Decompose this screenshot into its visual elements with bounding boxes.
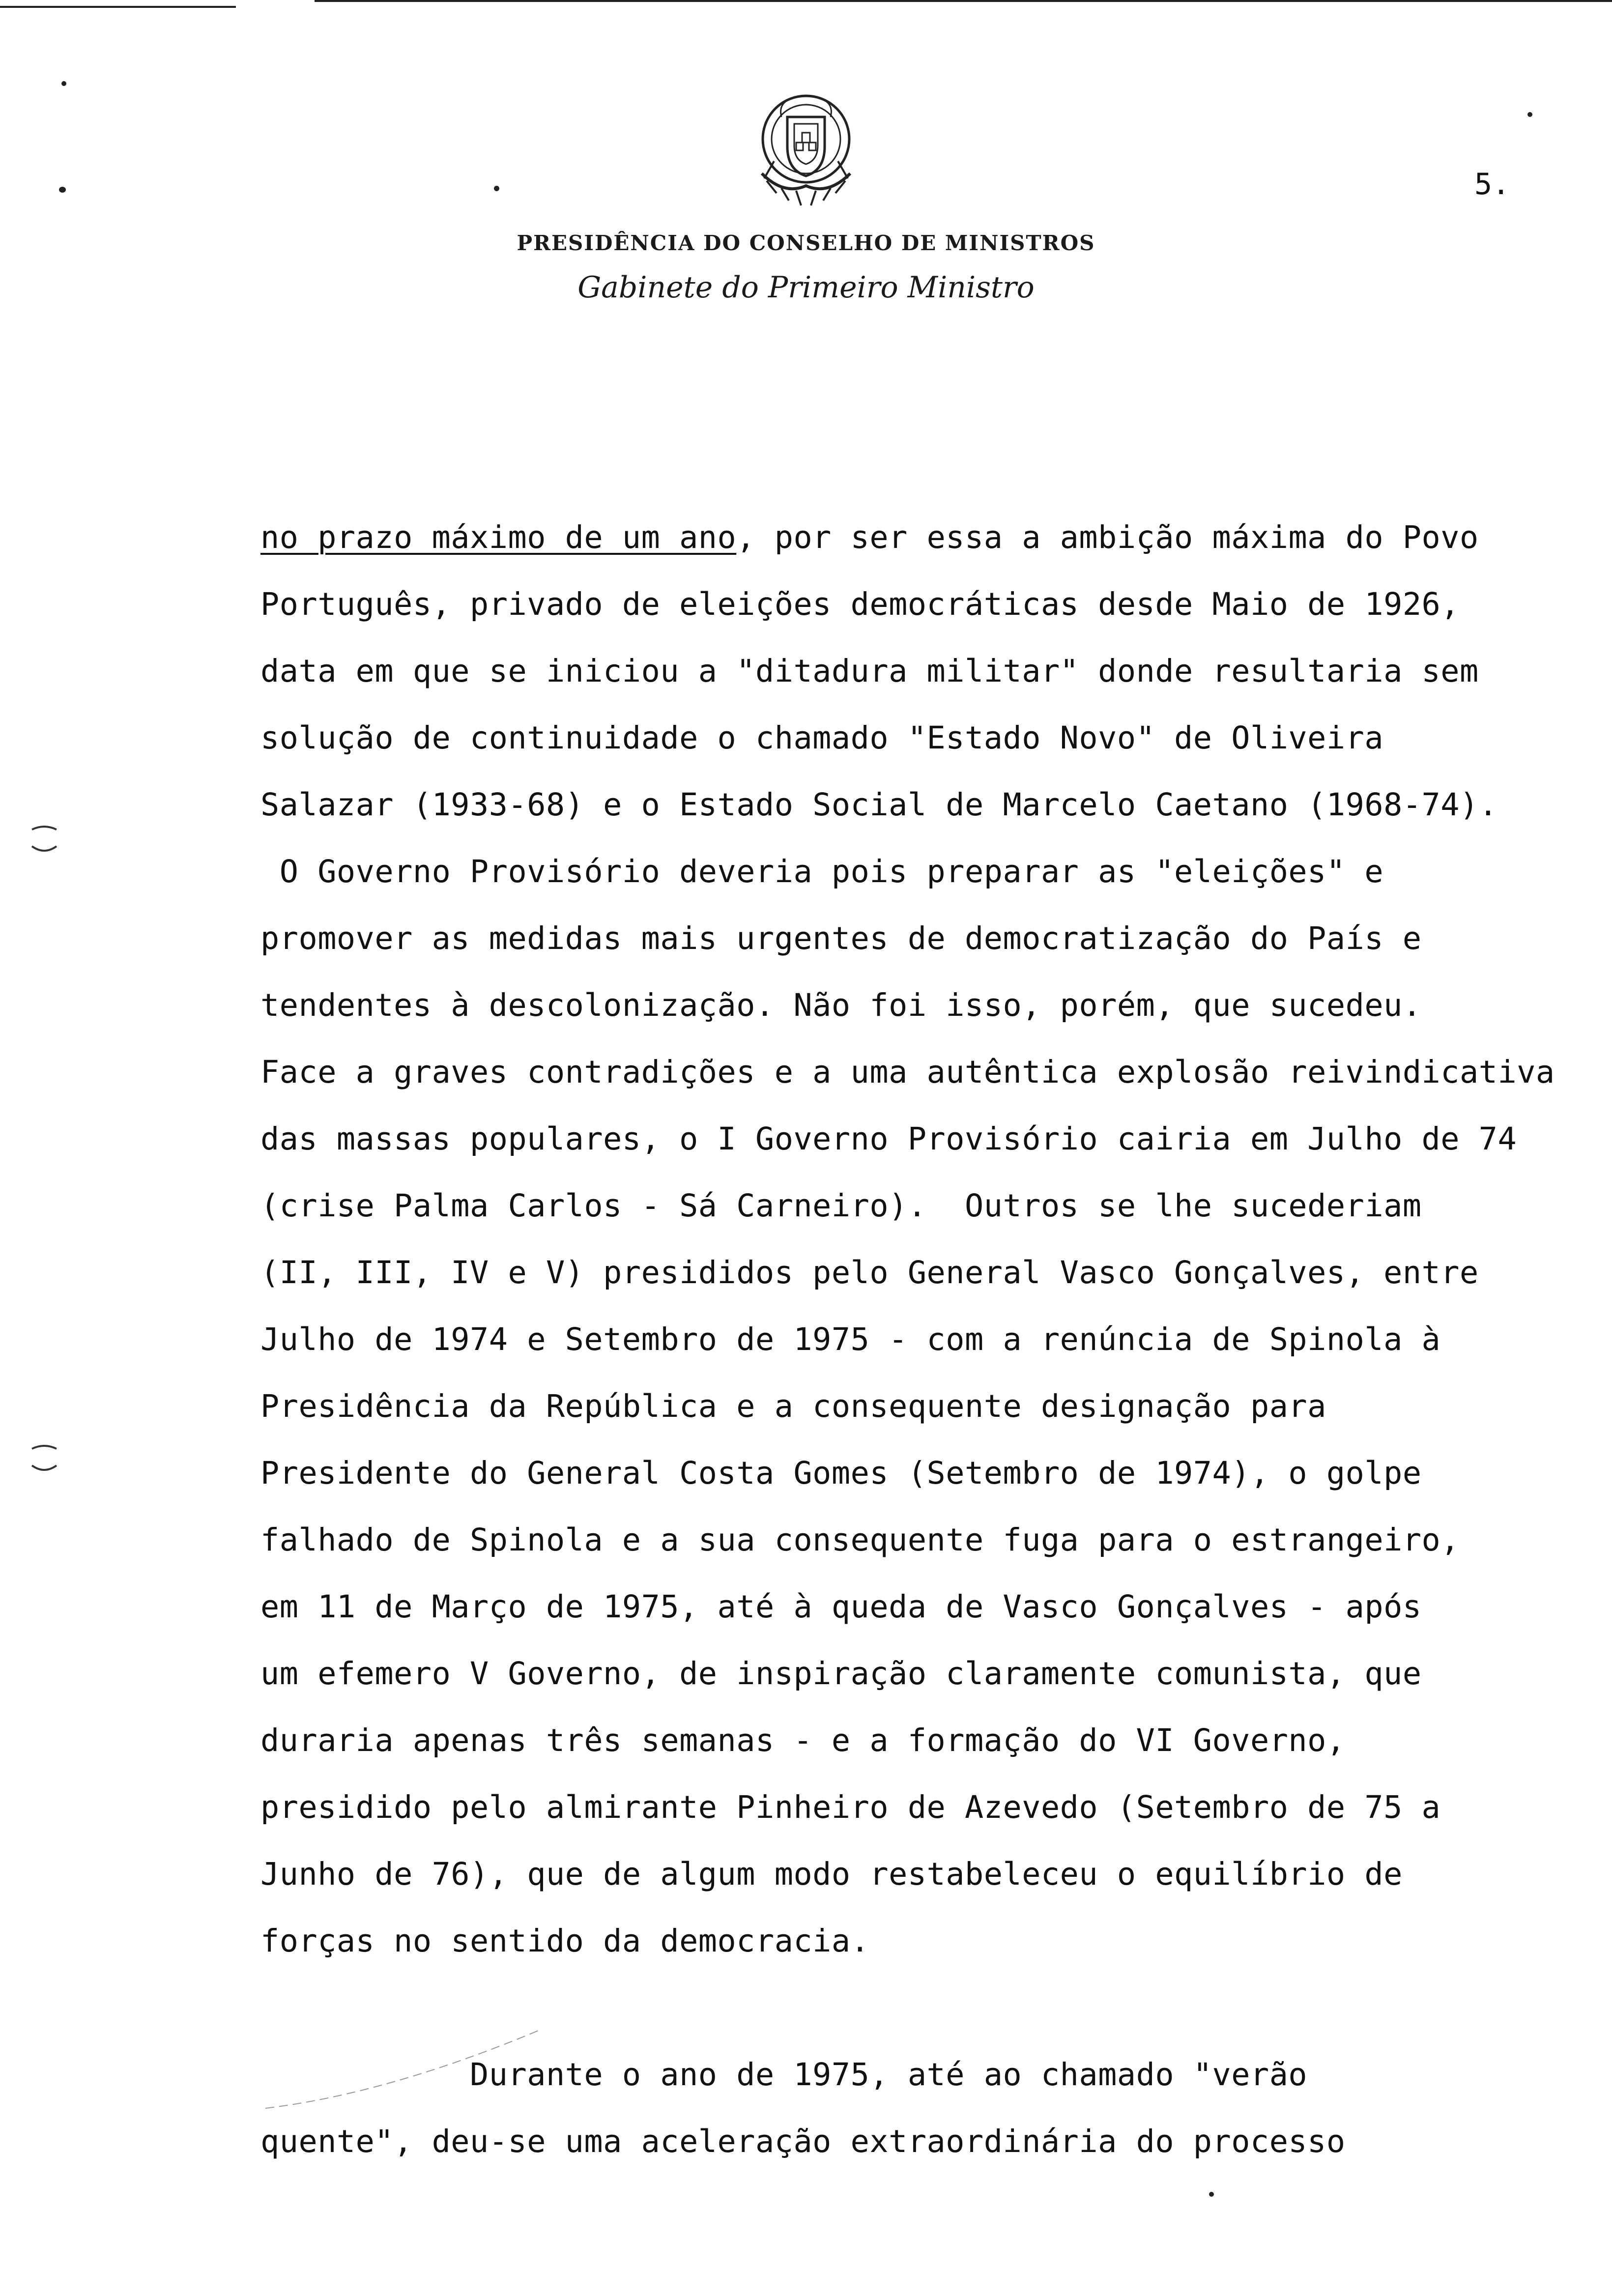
- text-line: promover as medidas mais urgentes de democratização do País e: [260, 920, 1422, 956]
- text-line: presidido pelo almirante Pinheiro de Azevedo (Setembro de 75 a: [260, 1789, 1441, 1825]
- scan-speck: [59, 187, 66, 193]
- text-line: O Governo Provisório deveria pois preparar as "eleições" e: [260, 853, 1384, 890]
- body-text: [260, 504, 1612, 2175]
- text-span: , por ser essa a ambição máxima do Povo: [736, 519, 1479, 555]
- text-line: forças no sentido da democracia.: [260, 1923, 870, 1959]
- text-line: em 11 de Março de 1975, até à queda de Vasco Gonçalves - após: [260, 1588, 1422, 1625]
- punch-hole-icon: [27, 826, 61, 855]
- text-line: tendentes à descolonização. Não foi isso, porém, que sucedeu.: [260, 987, 1422, 1023]
- text-line: Face a graves contradições e a uma autêntica explosão reivindicativa: [260, 1054, 1555, 1090]
- text-line: [260, 504, 1612, 571]
- letterhead-subtitle: Gabinete do Primeiro Ministro: [577, 270, 1035, 305]
- underlined-phrase: no prazo máximo de um ano: [260, 519, 737, 555]
- punch-hole-icon: [27, 1445, 61, 1474]
- scan-speck: [1527, 112, 1532, 117]
- text-line: quente", deu-se uma aceleração extraordinária do processo: [260, 2123, 1346, 2159]
- text-line: data em que se iniciou a "ditadura militar" donde resultaria sem: [260, 653, 1479, 689]
- text-line: Salazar (1933-68) e o Estado Social de Marcelo Caetano (1968-74).: [260, 786, 1498, 823]
- pencil-mark: [265, 2025, 541, 2113]
- text-line: Durante o ano de 1975, até ao chamado "verão: [260, 2056, 1308, 2093]
- text-line: (crise Palma Carlos - Sá Carneiro). Outros se lhe sucederiam: [260, 1187, 1422, 1224]
- scan-speck: [61, 81, 66, 86]
- text-line: Presidência da República e a consequente designação para: [260, 1388, 1326, 1424]
- text-line: um efemero V Governo, de inspiração claramente comunista, que: [260, 1655, 1422, 1692]
- text-line: Julho de 1974 e Setembro de 1975 - com a renúncia de Spinola à: [260, 1321, 1441, 1357]
- coat-of-arms-icon: [747, 87, 865, 215]
- text-line: Junho de 76), que de algum modo restabeleceu o equilíbrio de: [260, 1856, 1403, 1892]
- scan-speck: [1209, 2192, 1214, 2197]
- scan-top-line-right: [315, 0, 1612, 2]
- text-line: falhado de Spinola e a sua consequente fuga para o estrangeiro,: [260, 1521, 1460, 1558]
- scan-top-line-left: [0, 6, 236, 8]
- text-line: solução de continuidade o chamado "Estado Novo" de Oliveira: [260, 719, 1384, 756]
- text-line: das massas populares, o I Governo Provisório cairia em Julho de 74: [260, 1120, 1517, 1157]
- text-line: duraria apenas três semanas - e a formação do VI Governo,: [260, 1722, 1346, 1758]
- letterhead-title: PRESIDÊNCIA DO CONSELHO DE MINISTROS: [517, 231, 1095, 255]
- page-number: 5.: [1474, 167, 1510, 201]
- text-line: Presidente do General Costa Gomes (Setembro de 1974), o golpe: [260, 1455, 1422, 1491]
- text-line: (II, III, IV e V) presididos pelo General Vasco Gonçalves, entre: [260, 1254, 1479, 1291]
- text-line: Português, privado de eleições democráticas desde Maio de 1926,: [260, 586, 1460, 622]
- scan-speck: [494, 186, 499, 191]
